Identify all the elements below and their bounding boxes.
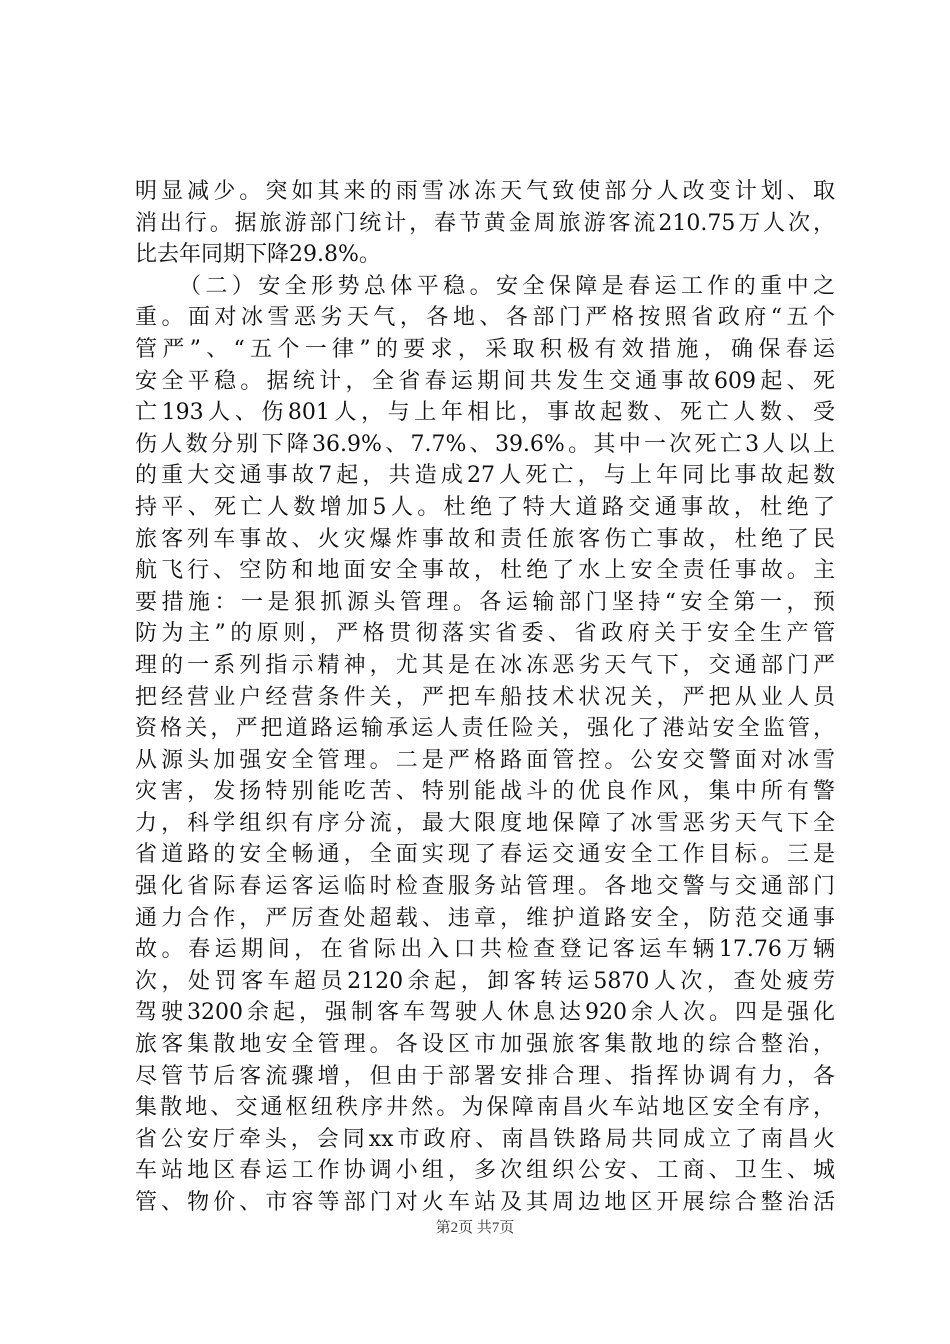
text-line: 驾驶3200余起，强制客车驾驶人休息达920余人次。四是强化	[135, 1000, 835, 1026]
text-line: 灾害，发扬特别能吃苦、特别能战斗的优良作风，集中所有警	[135, 779, 835, 805]
text-line: 强化省际春运客运临时检查服务站管理。各地交警与交通部门	[135, 874, 835, 900]
page-footer: 第2页 共7页	[435, 1220, 515, 1236]
text-line: 持平、死亡人数增加5人。杜绝了特大道路交通事故，杜绝了	[135, 494, 835, 520]
text-line: 理的一系列指示精神，尤其是在冰冻恶劣天气下，交通部门严	[135, 652, 835, 678]
text-line: 伤人数分别下降36.9%、7.7%、39.6%。其中一次死亡3人以上	[135, 431, 835, 457]
text-line: 把经营业户经营条件关，严把车船技术状况关，严把从业人员	[135, 684, 835, 710]
text-line: 通力合作，严厉查处超载、违章，维护道路安全，防范交通事	[135, 905, 835, 931]
text-line: 省公安厅牵头，会同xx市政府、南昌铁路局共同成立了南昌火	[135, 1126, 835, 1152]
text-line: 明显减少。突如其来的雨雪冰冻天气致使部分人改变计划、取	[135, 179, 835, 204]
text-line: 车站地区春运工作协调小组，多次组织公安、工商、卫生、城	[135, 1158, 835, 1184]
text-line: 重。面对冰雪恶劣天气，各地、各部门严格按照省政府“五个	[135, 305, 835, 331]
text-line: 集散地、交通枢纽秩序井然。为保障南昌火车站地区安全有序，	[135, 1095, 835, 1121]
text-line: 比去年同期下降29.8%。	[135, 242, 381, 268]
text-line: 管、物价、市容等部门对火车站及其周边地区开展综合整治活	[135, 1190, 835, 1215]
text-line: 要措施：一是狠抓源头管理。各运输部门坚持“安全第一，预	[135, 589, 835, 615]
text-line: 的重大交通事故7起，共造成27人死亡，与上年同比事故起数	[135, 463, 835, 489]
text-line: 消出行。据旅游部门统计，春节黄金周旅游客流210.75万人次，	[135, 210, 835, 236]
text-line: 次，处罚客车超员2120余起，卸客转运5870人次，查处疲劳	[135, 968, 835, 994]
text-line: 省道路的安全畅通，全面实现了春运交通安全工作目标。三是	[135, 842, 835, 868]
text-line: 管严”、“五个一律”的要求，采取积极有效措施，确保春运	[135, 336, 835, 362]
text-line: 亡193人、伤801人，与上年相比，事故起数、死亡人数、受	[135, 400, 835, 426]
text-line: 力，科学组织有序分流，最大限度地保障了冰雪恶劣天气下全	[135, 810, 835, 836]
text-line: 航飞行、空防和地面安全事故，杜绝了水上安全责任事故。主	[135, 558, 835, 584]
text-line: （二）安全形势总体平稳。安全保障是春运工作的重中之	[179, 273, 835, 299]
text-line: 旅客集散地安全管理。各设区市加强旅客集散地的综合整治，	[135, 1032, 835, 1058]
text-line: 尽管节后客流骤增，但由于部署安排合理、指挥协调有力，各	[135, 1063, 835, 1089]
text-line: 旅客列车事故、火灾爆炸事故和责任旅客伤亡事故，杜绝了民	[135, 526, 835, 552]
text-line: 资格关，严把道路运输承运人责任险关，强化了港站安全监管，	[135, 716, 835, 742]
text-line: 从源头加强安全管理。二是严格路面管控。公安交警面对冰雪	[135, 747, 835, 773]
text-line: 防为主”的原则，严格贯彻落实省委、省政府关于安全生产管	[135, 621, 835, 647]
body-text	[135, 176, 835, 1219]
text-line: 故。春运期间，在省际出入口共检查登记客运车辆17.76万辆	[135, 937, 835, 963]
text-line: 安全平稳。据统计，全省春运期间共发生交通事故609起、死	[135, 368, 835, 394]
